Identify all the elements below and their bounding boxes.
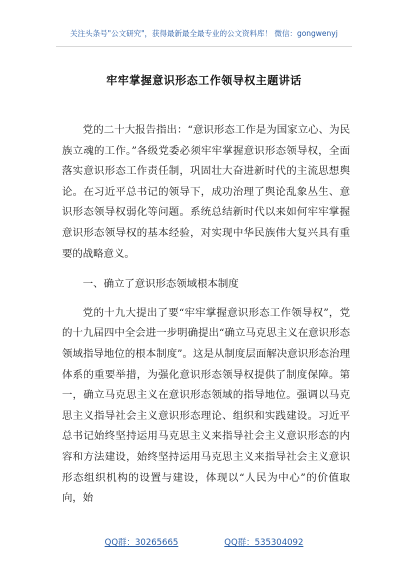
- document-body: [62, 120, 350, 509]
- section-paragraph: 党的十九大提出了要“牢牢掌握意识形态工作领导权”，党的十九届四中全会进一步明确提出“确立马克思主义在意识形态领域指导地位的根本制度”。这是从制度层面解决意识形态治理体系的重要举措，为强化意识形态领导权提供了制度保障。第一，确立马克思主义在意识形态领域的指导地位。强调以马克思主义指导社会主义意识形态理论、组织和实践建设。习近平总书记始终坚持运用马克思主义来指导社会主义意识形态的内容和方法建设，始终坚持运用马克思主义来指导社会主义意识形态组织机构的设置与建设，体现以“人民为中心”的价值取向，始: [62, 306, 350, 505]
- intro-paragraph: 党的二十大报告指出：“意识形态工作是为国家立心、为民族立魂的工作。”各级党委必须牢牢掌握意识形态领导权，全面落实意识形态工作责任制，巩固壮大奋进新时代的主流思想舆论。在习近平总书记的领导下，成功治理了舆论乱象丛生、意识形态领导权弱化等问题。系统总结新时代以来如何牢牢掌握意识形态领导权的基本经验，对实现中华民族伟大复兴具有重要的战略意义。: [62, 124, 350, 260]
- qq-group-link-1[interactable]: QQ群：30265665: [104, 538, 179, 548]
- section-heading: 一、确立了意识形态领域根本制度: [82, 278, 239, 291]
- header-banner: 关注头条号"公文研究"，获得最新最全最专业的公文资料库！ 微信：gongwenyj: [70, 29, 338, 38]
- document-title: 牢牢掌握意识形态工作领导权主题讲话: [106, 74, 302, 87]
- footer-contacts: [0, 536, 408, 548]
- header-divider: [56, 46, 352, 47]
- qq-group-link-2[interactable]: QQ群：535304092: [224, 538, 304, 548]
